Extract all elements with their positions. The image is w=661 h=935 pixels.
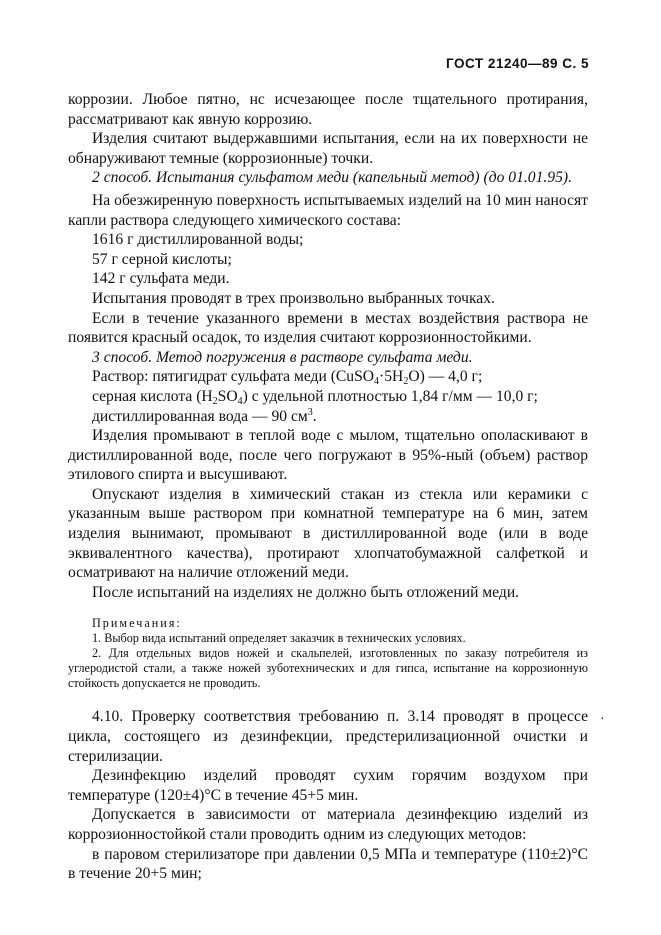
method-2-title: 2 способ. Испытания сульфатом меди (капельный метод) bbox=[92, 169, 480, 187]
paragraph: После испытаний на изделиях не должно быть отложений меди. bbox=[92, 583, 520, 601]
subscript: 2 bbox=[403, 376, 409, 388]
paragraph: Испытания проводят в трех произвольно выбранных точках. bbox=[92, 289, 495, 307]
paragraph: Изделия считают выдержавшими испытания, если на их поверхности не обнаруживают темные (коррозионные) точки. bbox=[68, 130, 588, 167]
solution-text: . bbox=[312, 407, 317, 425]
solution-text: ) с удельной плотностью 1,84 г/мм — 10,0 г; bbox=[242, 387, 538, 405]
page-header: ГОСТ 21240—89 С. 5 bbox=[446, 56, 589, 71]
superscript: 3 bbox=[307, 406, 313, 418]
method-2-heading bbox=[68, 168, 588, 188]
paragraph: На обезжиренную поверхность испытываемых изделий на 10 мин наносят капли раствора следующего химического состава: bbox=[68, 191, 588, 229]
method-3-heading: 3 способ. Метод погружения в растворе сульфата меди. bbox=[92, 348, 473, 366]
notes-title: Примечания: bbox=[92, 616, 182, 631]
paragraph: Изделия промывают в теплой воде с мылом, тщательно ополаскивают в дистиллированной воде, после чего погружают в 95%-ный (объем) раствор этилового спирта и высушивают. bbox=[68, 427, 588, 484]
section-paragraph: Допускается в зависимости от материала дезинфекцию изделий из коррозионностойкой стали проводить одним из следующих методов: bbox=[68, 806, 588, 843]
solution-text: серная кислота (H bbox=[92, 387, 213, 405]
composition-item: 142 г сульфата меди. bbox=[92, 270, 230, 288]
solution-text: O) — 4,0 г; bbox=[408, 368, 483, 386]
solution-line bbox=[68, 387, 588, 407]
composition-item: 1616 г дистиллированной воды; bbox=[92, 231, 304, 249]
margin-mark: · bbox=[600, 712, 605, 727]
subscript: 2 bbox=[212, 395, 218, 407]
notes-block bbox=[68, 616, 588, 691]
solution-text: SO bbox=[217, 387, 238, 405]
solution-text: дистиллированная вода — 90 см bbox=[92, 407, 308, 425]
paragraph: Опускают изделия в химический стакан из стекла или керамики с указанным выше раствором при комнатной температуре на 6 мин, затем изделия вынимают, промывают в дистиллированной воде (или в воде эквивалентного качества), протирают хлопчатобумажной салфеткой и осматривают на наличие отложений меди. bbox=[68, 485, 588, 582]
paragraph: коррозии. Любое пятно, нс исчезающее после тщательного протирания, рассматривают как явную коррозию. bbox=[68, 91, 588, 128]
section-paragraph: в паровом стерилизаторе при давлении 0,5 МПа и температуре (110±2)°С в течение 20+5 мин; bbox=[68, 845, 588, 883]
subscript: 4 bbox=[237, 395, 243, 407]
note-item: 2. Для отдельных видов ножей и скальпелей, изготовленных по заказу потребителя из углеродистой стали, а также ножей зуботехнических и для гипса, испытание на коррозионную стойкость допускается не проводить. bbox=[68, 646, 588, 691]
solution-line bbox=[68, 407, 588, 427]
composition-item: 57 г серной кислоты; bbox=[92, 250, 232, 268]
document-body bbox=[68, 90, 588, 884]
section-paragraph: 4.10. Проверку соответствия требованию п. 3.14 проводят в процессе цикла, состоящего из дезинфекции, предстерилизационной очистки и стерилизации. bbox=[68, 708, 588, 765]
paragraph: Если в течение указанного времени в местах воздействия раствора не появится красный осадок, то изделия считают коррозионностойкими. bbox=[68, 309, 588, 347]
section-paragraph: Дезинфекцию изделий проводят сухим горячим воздухом при температуре (120±4)°С в течение 45+5 мин. bbox=[68, 767, 588, 804]
method-2-date: (до 01.01.95). bbox=[483, 169, 572, 187]
note-item: 1. Выбор вида испытаний определяет заказчик в технических условиях. bbox=[92, 631, 466, 646]
subscript: 4 bbox=[374, 376, 380, 388]
solution-text: Раствор: пятигидрат сульфата меди (CuSO bbox=[92, 368, 375, 386]
solution-text: ·5H bbox=[379, 368, 404, 386]
solution-line bbox=[68, 367, 588, 387]
